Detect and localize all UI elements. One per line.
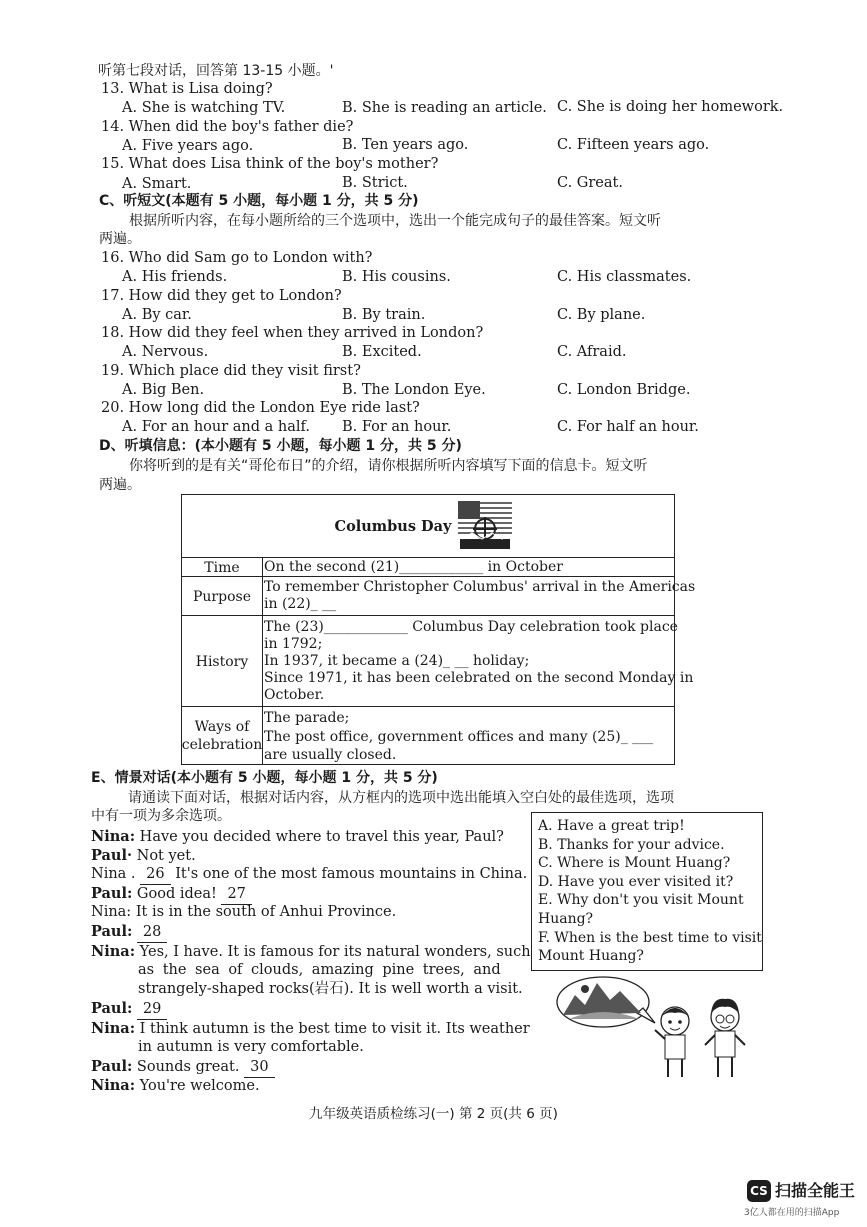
option-c: C. She is doing her homework. [557, 99, 784, 115]
answer-options-box [531, 812, 763, 971]
section-c-instruction-cont: 两遍。 [99, 231, 141, 247]
speaker: Nina . [91, 866, 136, 882]
page-footer: 九年级英语质检练习(一) 第 2 页(共 6 页) [309, 1106, 558, 1122]
section-d-instruction: 你将听到的是有关“哥伦布日”的介绍，请你根据所听内容填写下面的信息卡。短文听 [129, 458, 648, 474]
line-text: Yes, I have. It is famous for its natural wonders, such [139, 944, 531, 960]
card-title: Columbus Day [334, 518, 452, 535]
option-c: C. Great. [557, 175, 623, 191]
blank-29[interactable]: 29 [137, 1000, 167, 1020]
question-text: 17. How did they get to London? [101, 288, 342, 304]
card-row-ways-of-celebration [182, 706, 674, 765]
dialogue-line [91, 827, 504, 847]
row-label: Ways of celebration [182, 707, 263, 765]
question-text: 20. How long did the London Eye ride last? [101, 400, 420, 416]
line-text: Sounds great. [136, 1059, 240, 1075]
ways-line-2: The post office, government offices and many (25)_ ___ [264, 728, 654, 745]
dialogue-line [91, 999, 167, 1020]
line-text: You're welcome. [139, 1078, 260, 1094]
row-value [264, 709, 672, 765]
speaker: Nina: [91, 1077, 136, 1094]
option-f-cont: Mount Huang? [538, 948, 644, 965]
option-a: A. Have a great trip! [538, 818, 685, 834]
speaker: Paul: [91, 1058, 133, 1075]
dialogue-line [91, 846, 196, 866]
option-a: A. Nervous. [122, 344, 209, 360]
section-e-instruction: 请通读下面对话，根据对话内容，从方框内的选项中选出能填入空白处的最佳选项，选项 [128, 790, 674, 806]
section-c-instruction: 根据所听内容，在每小题所给的三个选项中，选出一个能完成句子的最佳答案。短文听 [129, 213, 661, 229]
dialogue-line [91, 1057, 275, 1078]
camscanner-logo-icon: CS [747, 1180, 771, 1202]
option-a: A. She is watching TV. [122, 100, 286, 116]
option-c: C. London Bridge. [557, 382, 691, 398]
line-text: Have you decided where to travel this year, Paul? [139, 829, 504, 845]
option-e: E. Why don't you visit Mount [538, 892, 744, 909]
speaker: Paul· [91, 847, 133, 864]
option-a: A. For an hour and a half. [122, 419, 310, 435]
question-text: 18. How did they feel when they arrived in London? [101, 325, 484, 341]
dialogue-line [91, 922, 167, 943]
row-label: History [182, 616, 263, 707]
option-b: B. Strict. [342, 175, 408, 191]
columbus-flag-image [456, 499, 514, 551]
line-text: It is in the south of Anhui Province. [135, 904, 397, 920]
section-c-heading: C、听短文(本题有 5 小题，每小题 1 分，共 5 分) [99, 193, 419, 209]
section-e-instruction-cont: 中有一项为多余选项。 [91, 808, 231, 824]
option-b: B. The London Eye. [342, 382, 486, 398]
option-c: C. By plane. [557, 307, 646, 323]
line-text: Not yet. [136, 848, 196, 864]
history-line-5: October. [264, 687, 325, 703]
history-line-3: In 1937, it became a (24)_ __ holiday; [264, 653, 530, 669]
option-e-cont: Huang? [538, 910, 594, 927]
row-value [264, 579, 696, 613]
row-value [264, 559, 672, 576]
blank-28[interactable]: 28 [137, 923, 167, 943]
dialogue-line [91, 865, 527, 885]
section-e-heading: E、情景对话(本小题有 5 小题，每小题 1 分，共 5 分) [91, 770, 438, 786]
dialogue-line: strangely-shaped rocks(岩石). It is well worth a visit. [138, 981, 523, 997]
question-text: 16. Who did Sam go to London with? [101, 250, 373, 266]
ways-line-1: The parade; [264, 710, 350, 726]
question-text: 19. Which place did they visit first? [101, 363, 361, 379]
question-text: 14. When did the boy's father die? [101, 119, 354, 135]
purpose-line-2: in (22)_ __ [264, 596, 337, 612]
boy-figure-right [705, 999, 745, 1077]
dialogue-line [91, 1019, 530, 1039]
question-text: 13. What is Lisa doing? [101, 81, 273, 97]
option-a: A. By car. [122, 307, 192, 323]
option-c: C. Afraid. [557, 344, 627, 360]
blank-30[interactable]: 30 [244, 1058, 274, 1078]
option-c: C. Where is Mount Huang? [538, 855, 731, 872]
watermark-tagline: 3亿人都在用的扫描App [744, 1208, 840, 1218]
option-c: C. For half an hour. [557, 419, 699, 435]
option-b: B. Excited. [342, 344, 422, 360]
option-b: B. By train. [342, 307, 426, 323]
card-row-purpose [182, 576, 696, 616]
speaker: Paul: [91, 885, 133, 902]
section-d-instruction-cont: 两遍。 [99, 477, 141, 493]
ways-line-3: are usually closed. [264, 747, 397, 763]
option-b: B. Thanks for your advice. [538, 836, 725, 853]
option-a: A. Big Ben. [122, 382, 205, 398]
listening-intro-13-15: 听第七段对话，回答第 13-15 小题。' [98, 63, 334, 79]
row-label: Purpose [182, 577, 263, 616]
history-line-4: Since 1971, it has been celebrated on the second Monday in [264, 670, 694, 686]
blank-27[interactable]: 27 [221, 885, 251, 905]
card-row-history [182, 615, 694, 707]
speaker: Nina: [91, 904, 132, 920]
option-a: A. Five years ago. [122, 138, 254, 154]
speaker: Nina: [91, 1020, 136, 1037]
option-b: B. His cousins. [342, 269, 451, 285]
row-value [264, 619, 694, 704]
speaker: Paul: [91, 1000, 133, 1017]
dialogue-line [91, 903, 396, 922]
line-text: Good idea! [136, 886, 217, 902]
section-d-heading: D、听填信息：(本小题有 5 小题，每小题 1 分，共 5 分) [99, 438, 462, 454]
card-row-time [182, 557, 674, 577]
option-d: D. Have you ever visited it? [538, 873, 734, 890]
line-text: I think autumn is the best time to visit it. Its weather [139, 1021, 530, 1037]
boy-figure-left [655, 1007, 689, 1077]
watermark-name: 扫描全能王 [775, 1181, 856, 1200]
time-line: On the second (21)____________ in October [264, 559, 563, 575]
option-b: B. For an hour. [342, 419, 452, 435]
card-header [182, 495, 674, 557]
speaker: Nina: [91, 828, 136, 845]
blank-26[interactable]: 26 [140, 865, 170, 885]
columbus-day-info-card [181, 494, 696, 765]
option-c: C. His classmates. [557, 269, 692, 285]
dialogue-line: in autumn is very comfortable. [138, 1039, 364, 1055]
history-line-2: in 1792; [264, 636, 323, 652]
option-f: F. When is the best time to visit [538, 929, 762, 946]
option-c: C. Fifteen years ago. [557, 137, 710, 153]
option-b: B. She is reading an article. [342, 100, 547, 116]
option-b: B. Ten years ago. [342, 137, 469, 153]
history-line-1: The (23)____________ Columbus Day celebration took place [264, 619, 678, 635]
option-a: A. His friends. [122, 269, 228, 285]
question-text: 15. What does Lisa think of the boy's mother? [101, 156, 439, 172]
kids-mountain-illustration [555, 975, 760, 1090]
option-a: A. Smart. [122, 176, 192, 192]
dialogue-line [91, 1076, 260, 1096]
purpose-line-1: To remember Christopher Columbus' arrival in the Americas [264, 579, 696, 595]
dialogue-line [91, 942, 531, 962]
row-label: Time [182, 558, 263, 577]
dialogue-line: as the sea of clouds, amazing pine trees, and [138, 962, 501, 978]
speaker: Paul: [91, 923, 133, 940]
speaker: Nina: [91, 943, 136, 960]
dialogue-line [91, 884, 252, 905]
line-text: It's one of the most famous mountains in China. [175, 866, 528, 882]
